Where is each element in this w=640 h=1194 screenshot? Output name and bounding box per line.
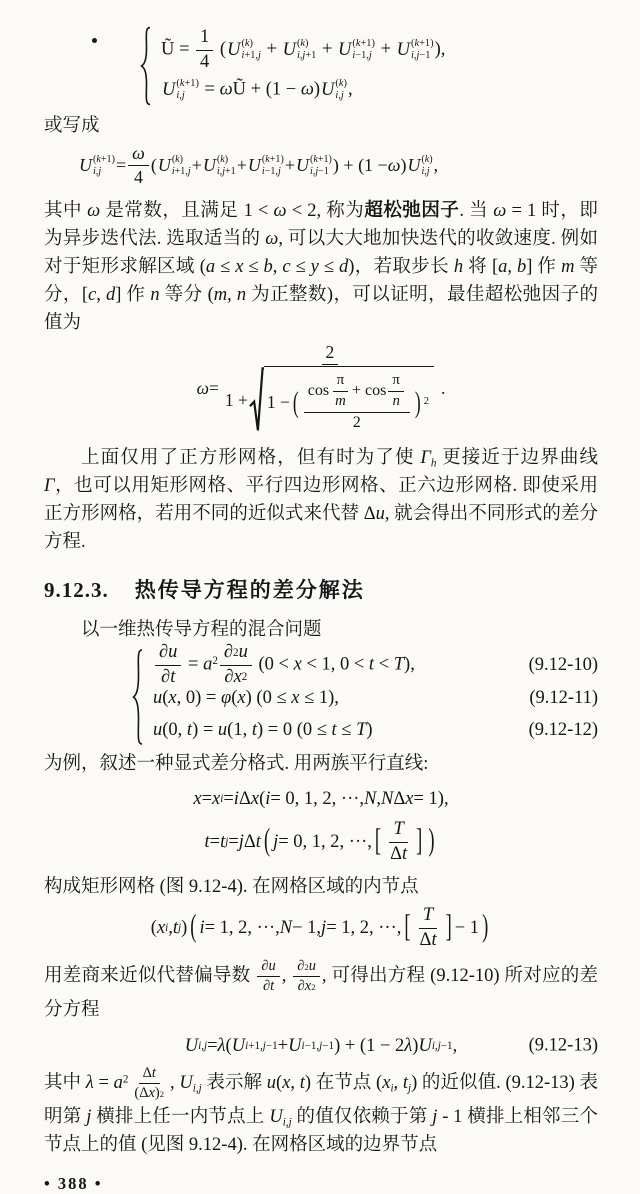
- inline-math: [c, d]: [81, 285, 122, 306]
- para-lambda: 其中 $\lambda = a^2$ Δ t (Δ x ) 2 , $U_{i,j}$ 表示解 u(x, t) 在节点 ($x_i$, $t_j$) 的近似值. (9.12-13) 表明第 j 横排上任一内节点上 $U_{i,j}$ 的值仅依赖于第 j - 1 横排上相邻三个节点上的值 (见图 9.12-4). 在网格区域的边界节点: [44, 1065, 598, 1156]
- eq-sor-two-step: [140, 26, 598, 106]
- eq-inner-nodes: ( x i , t j ) ( i = 1, 2, ···, N − 1, j = 1, 2, ···, [ T Δ t ] − 1 ): [44, 904, 598, 953]
- numerator: ∂ u: [257, 957, 279, 977]
- big-delimiter: ): [428, 824, 435, 859]
- scripted-variable: U (k) i,j+1: [202, 153, 236, 177]
- inline-math: 1 < ω < 2: [243, 201, 317, 222]
- eq-heat-system: [132, 641, 598, 746]
- para-example: 为例，叙述一种显式差分格式. 用两族平行直线:: [44, 754, 429, 775]
- fraction: [416, 904, 441, 953]
- denominator: 2: [352, 414, 361, 432]
- para-omega-factor: 其中 ω 是常数，且满足 1 < ω < 2, 称为超松弛因子. 当 ω = 1 时，即为异步迭代法. 选取适当的 ω, 可以大大地加快迭代的收敛速度. 例如对于矩形求解区域 (a ≤ x ≤ b, c ≤ y ≤ d)，若取步长 h 将 [a, b] 作 m 等分，[c, d] 作 n 等分 (m, n 为正整数)，可以证明，最佳超松弛因子的值为: [44, 201, 598, 334]
- inline-math: j: [432, 1107, 438, 1128]
- scripted-variable: U (k+1) i,j−1: [396, 37, 434, 61]
- inline-math: $\Gamma_h$: [420, 448, 437, 470]
- eq-t-lines: t = t j = j Δ t ( j = 0, 1, 2, ···, [ T Δ t ] ): [44, 818, 598, 867]
- page-content: [44, 26, 598, 1159]
- fraction: [130, 1064, 168, 1103]
- inline-math: $x_i$, $t_j$: [382, 1073, 412, 1095]
- section-title: 热传导方程的差分解法: [134, 578, 365, 603]
- section-number: 9.12.3.: [44, 578, 109, 603]
- eq-sor-combined: U (k+1) i,j = $\frac{\omega}{4}$ ( U (k) i+1,j + U (k) i,j+1 + U (k+1) i−1,j + U (k+1) i,j−1 ) + (1 − ω ) U (k) i,j ,: [44, 142, 598, 189]
- eq-difference: U i,j = λ ( U i+1,j−1 + U i−1,j−1 ) + (1 − 2 λ ) U i,j−1 , (9.12-13): [184, 1035, 598, 1056]
- numerator: π: [388, 371, 403, 391]
- equation-number: (9.12-11): [529, 687, 598, 708]
- numerator: cos $\frac{\pi}{m}$ + cos $\frac{\pi}{n}$: [304, 370, 410, 413]
- scripted-variable: U (k+1) i,j−1: [295, 153, 332, 177]
- big-delimiter: ]: [445, 910, 452, 945]
- denominator: ∂ t: [262, 978, 275, 995]
- big-delimiter: [: [374, 824, 382, 859]
- fraction: [331, 371, 350, 411]
- numerator: ω: [128, 142, 149, 166]
- denominator: n: [392, 392, 400, 409]
- big-delimiter: ): [414, 384, 421, 419]
- inline-math: Γ: [44, 476, 55, 497]
- para-or-written-as: 或写成: [44, 116, 100, 136]
- left-brace: [132, 648, 144, 746]
- scripted-variable: U (k) i,j+1: [282, 37, 317, 61]
- fraction: [196, 26, 213, 75]
- numerator: Δ t: [139, 1064, 160, 1084]
- inline-math: m: [561, 257, 575, 278]
- ink-speck: [92, 38, 97, 43]
- system-line: u(x, 0) = φ(x) (0 ≤ x ≤ 1), (9.12-11): [153, 687, 598, 708]
- system-line: U (k+1) i,j = ωŨ + (1 − ω) U (k) i,j ,: [162, 77, 353, 101]
- denominator: 4: [133, 167, 143, 188]
- square-root: 1 − ( cos $\frac{\pi}{m}$ + cos $\frac{\pi}{n}$ 2 ) 2: [249, 366, 434, 435]
- system-line: Ũ = $\frac{1}{4}$ ( U (k) i+1,j + U (k) i,j+1 + U (k+1) i−1,j + U (k+1) i,j−1 ),: [161, 26, 598, 74]
- equation-number: (9.12-12): [528, 719, 598, 740]
- big-delimiter: (: [292, 384, 299, 419]
- inline-math: [a, b]: [491, 257, 533, 278]
- radical-icon: [249, 366, 264, 435]
- eq-optimal-omega: ω = 2 1 + 1 − ( cos $\frac{\pi}{m}$ + cos $\frac{\pi}{n}$ 2 ) 2 .: [44, 341, 598, 436]
- inline-math: u(x, t): [266, 1073, 312, 1094]
- inline-math: $U_{i,j}$: [179, 1073, 202, 1095]
- inline-math: a ≤ x ≤ b: [205, 257, 273, 278]
- denominator: (Δ x ) 2: [134, 1085, 165, 1102]
- fraction: [221, 341, 439, 436]
- fraction: [304, 370, 410, 434]
- fraction: [388, 371, 403, 411]
- numerator: T: [419, 904, 437, 929]
- left-brace: [140, 26, 152, 106]
- big-delimiter: ): [482, 910, 489, 945]
- denominator: 4: [200, 51, 210, 72]
- denominator: ∂ x 2: [297, 978, 316, 995]
- inline-math: Δu: [363, 504, 385, 525]
- big-delimiter: (: [263, 824, 271, 859]
- equation-number: (9.12-10): [528, 654, 598, 675]
- big-delimiter: [: [404, 910, 411, 945]
- scripted-variable: U (k) i,j: [407, 153, 433, 177]
- inline-math: ω: [87, 201, 101, 222]
- denominator: Δ t: [419, 929, 437, 950]
- scripted-variable: U (k+1) i−1,j: [247, 153, 284, 177]
- inline-math: c ≤ y ≤ d: [282, 257, 349, 278]
- big-delimiter: (: [190, 910, 197, 945]
- scripted-variable: U (k) i,j: [321, 77, 347, 101]
- inline-math: $\lambda = a^2$: [85, 1073, 129, 1094]
- para-grid-region: 构成矩形网格 (图 9.12-4). 在网格区域的内节点: [44, 876, 419, 897]
- denominator: 1 + 1 − ( cos $\frac{\pi}{m}$ + cos $\frac{\pi}{n}$ 2 ) 2: [221, 365, 439, 436]
- fraction: [128, 142, 149, 189]
- numerator: ∂ 2 u: [293, 957, 320, 977]
- inline-math: h: [453, 257, 464, 278]
- para-difference-quotient: 用差商来近似代替偏导数 ∂ u ∂ t , ∂ 2 u ∂ x 2 , 可得出方程 (9.12-10) 所对应的差分方程: [44, 958, 598, 1021]
- fraction: [257, 957, 279, 996]
- eq-x-lines: x = x i = i Δ x ( i = 0, 1, 2, ···, N , N Δ x = 1),: [193, 788, 449, 809]
- bold-term: 超松弛因子: [364, 201, 460, 222]
- numerator: ∂ u: [155, 641, 181, 666]
- para-grid-types: 上面仅用了正方形网格，但有时为了使 $\Gamma_h$ 更接近于边界曲线 Γ，也可以用矩形网格、平行四边形网格、正六边形网格. 即使采用正方形网格，若用不同的近似式来代替 Δu, 就会得出不同形式的差分方程.: [44, 448, 598, 553]
- system-line: u(0, t) = u(1, t) = 0 (0 ≤ t ≤ T) (9.12-12): [153, 719, 598, 740]
- inline-math: ω = 1: [493, 201, 537, 222]
- equation-number: (9.12-13): [528, 1035, 598, 1056]
- fraction: [386, 818, 411, 867]
- denominator: Δ t: [390, 843, 408, 864]
- inline-math: m, n: [213, 285, 247, 306]
- numerator: ∂ 2 u: [220, 641, 252, 666]
- inline-math: j: [86, 1107, 92, 1128]
- numerator: 2: [322, 341, 339, 365]
- scripted-variable: U (k+1) i−1,j: [338, 37, 375, 61]
- inline-math: ω: [265, 229, 279, 250]
- scripted-variable: U (k) i+1,j: [227, 37, 261, 61]
- denominator: m: [335, 392, 346, 409]
- scripted-variable: U (k+1) i,j: [162, 77, 199, 101]
- scripted-variable: U (k+1) i,j: [79, 153, 115, 177]
- system-line: ∂ u ∂ t = $a^2$ ∂ 2 u ∂ x 2 (0 < x < 1, 0 < t < T), (9.12-10): [153, 648, 598, 682]
- para-mixed-problem: 以一维热传导方程的混合问题: [81, 620, 322, 641]
- denominator: ∂ t: [161, 666, 176, 687]
- fraction: [293, 957, 320, 996]
- numerator: 1: [196, 26, 213, 51]
- numerator: π: [333, 371, 348, 391]
- page-number: • 388 •: [44, 1174, 103, 1194]
- section-heading: [44, 574, 598, 604]
- inline-math: $U_{i,j}$: [269, 1107, 292, 1129]
- inline-math: n: [150, 285, 160, 306]
- numerator: T: [389, 818, 407, 843]
- big-delimiter: ]: [416, 824, 423, 859]
- denominator: ∂ x 2: [224, 666, 248, 687]
- scripted-variable: U (k) i+1,j: [157, 153, 191, 177]
